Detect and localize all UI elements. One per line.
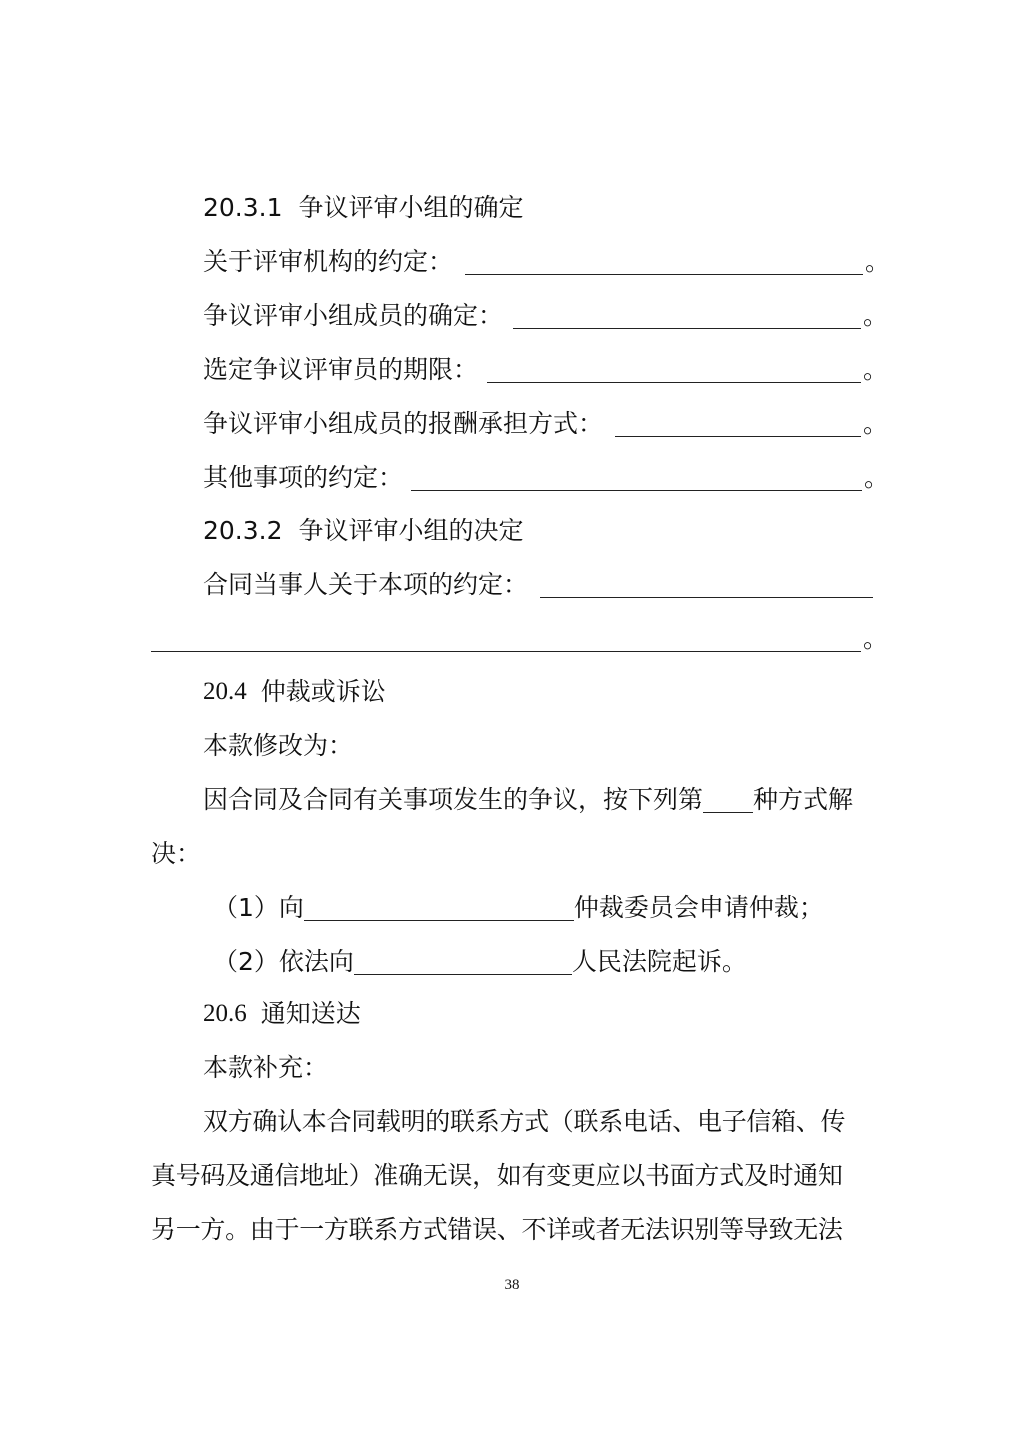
section-number: 20.3.1 — [203, 193, 283, 222]
section-20-3-1-heading — [203, 191, 524, 225]
section-20-3-2-heading — [203, 514, 524, 548]
section-number: 20.6 — [203, 1000, 247, 1027]
period: 。 — [865, 247, 891, 276]
fill-in-blank[interactable] — [540, 571, 873, 598]
fill-in-blank[interactable] — [615, 410, 861, 437]
paragraph-text: 因合同及合同有关事项发生的争议，按下列第 — [203, 785, 704, 814]
option-litigation — [213, 945, 747, 979]
section-title: 争议评审小组的决定 — [298, 516, 524, 545]
option-arbitration — [213, 891, 824, 925]
option-number: （2） — [213, 947, 279, 976]
fill-in-blank[interactable] — [411, 464, 862, 491]
clause-intro-text: 本款补充： — [203, 1053, 329, 1082]
clause-intro-text: 本款修改为： — [203, 731, 354, 760]
field-label: 关于评审机构的约定： — [203, 247, 454, 276]
field-reviewer-deadline — [203, 353, 888, 387]
option-text: 仲裁委员会申请仲裁； — [573, 893, 824, 922]
field-party-agreement-continued — [151, 622, 888, 656]
dispute-resolution-line-continued — [151, 837, 201, 871]
clause-intro — [203, 1051, 328, 1085]
period: 。 — [863, 624, 889, 653]
option-number: （1） — [213, 893, 279, 922]
option-text: 向 — [278, 893, 304, 922]
field-party-agreement — [203, 568, 873, 602]
section-title: 通知送达 — [260, 999, 361, 1028]
period: 。 — [863, 409, 889, 438]
paragraph-line — [151, 1159, 843, 1193]
field-review-agency — [203, 245, 890, 279]
field-label: 合同当事人关于本项的约定： — [203, 570, 529, 599]
field-remuneration — [203, 407, 888, 441]
field-other-matters — [203, 461, 889, 495]
paragraph-text: 决： — [151, 839, 202, 868]
field-label: 其他事项的约定： — [203, 463, 404, 492]
section-number: 20.4 — [203, 678, 247, 705]
paragraph-text: 真号码及通信地址）准确无误，如有变更应以书面方式及时通知 — [151, 1161, 843, 1190]
paragraph-text: 双方确认本合同载明的联系方式（联系电话、电子信箱、传 — [203, 1107, 846, 1136]
fill-in-blank[interactable] — [354, 948, 572, 975]
option-text: 依法向 — [278, 947, 354, 976]
fill-in-blank[interactable] — [487, 356, 861, 383]
period: 。 — [864, 463, 890, 492]
page-number: 38 — [504, 1277, 520, 1293]
period: 。 — [863, 301, 889, 330]
paragraph-line — [203, 1105, 845, 1139]
option-text: 人民法院起诉。 — [571, 947, 747, 976]
clause-intro — [203, 729, 353, 763]
section-title: 仲裁或诉讼 — [260, 677, 386, 706]
field-label: 争议评审小组成员的报酬承担方式： — [203, 409, 604, 438]
field-label: 争议评审小组成员的确定： — [203, 301, 504, 330]
fill-in-blank[interactable] — [304, 894, 574, 921]
section-20-6-heading — [203, 997, 361, 1031]
field-panel-members — [203, 299, 888, 333]
fill-in-blank[interactable] — [465, 248, 863, 275]
paragraph-text: 另一方。由于一方联系方式错误、不详或者无法识别等导致无法 — [151, 1215, 843, 1244]
field-label: 选定争议评审员的期限： — [203, 355, 479, 384]
section-20-4-heading — [203, 675, 386, 709]
fill-in-blank[interactable] — [513, 302, 861, 329]
section-title: 争议评审小组的确定 — [298, 193, 524, 222]
fill-in-blank[interactable] — [703, 786, 753, 813]
fill-in-blank[interactable] — [151, 625, 861, 652]
paragraph-line — [151, 1213, 843, 1247]
paragraph-text: 种方式解 — [753, 785, 854, 814]
dispute-resolution-line — [203, 783, 853, 817]
period: 。 — [863, 355, 889, 384]
section-number: 20.3.2 — [203, 516, 283, 545]
